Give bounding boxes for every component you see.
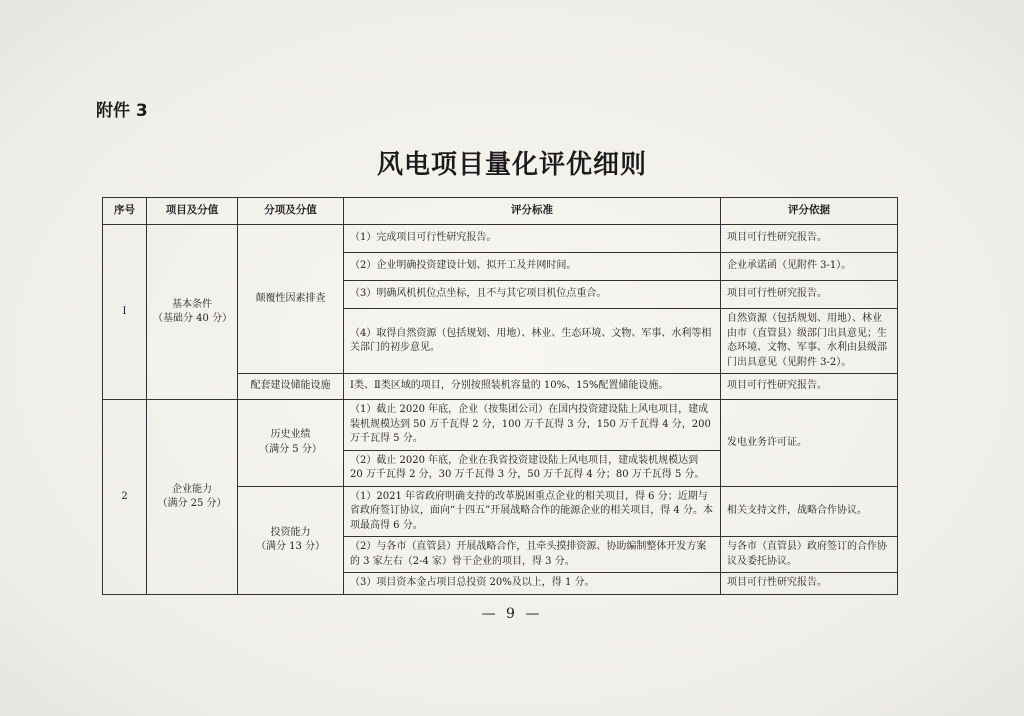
scoring-table xyxy=(102,197,898,595)
criterion-cell: （2）企业明确投资建设计划、拟开工及并网时间。 xyxy=(344,253,721,281)
basis-cell: 项目可行性研究报告。 xyxy=(721,281,898,309)
criterion-cell: （2）截止 2020 年底，企业在我省投资建设陆上风电项目，建成装机规模达到 20 万千瓦得 2 分，30 万千瓦得 3 分，50 万千瓦得 4 分；80 万千瓦得 5 分。 xyxy=(344,450,721,486)
basis-cell: 自然资源（包括规划、用地）、林业由市（直管县）级部门出具意见；生态环境、文物、军事、水利由县级部门出具意见（见附件 3-2）。 xyxy=(721,309,898,374)
criterion-cell: （4）取得自然资源（包括规划、用地）、林业、生态环境、文物、军事、水利等相关部门的初步意见。 xyxy=(344,309,721,374)
section-number: I xyxy=(103,225,147,400)
subitem-name: 投资能力 xyxy=(270,526,311,538)
header-basis: 评分依据 xyxy=(721,198,898,225)
table-header-row xyxy=(103,198,898,225)
page-number: — 9 — xyxy=(481,606,543,622)
criterion-cell: Ⅰ类、Ⅱ类区域的项目，分别按照装机容量的 10%、15%配置储能设施。 xyxy=(344,374,721,400)
basis-cell: 发电业务许可证。 xyxy=(721,400,898,487)
subitem-name: 颠覆性因素排查 xyxy=(238,225,344,374)
section-number: 2 xyxy=(103,400,147,595)
basis-cell: 项目可行性研究报告。 xyxy=(721,225,898,253)
subitem-name: 配套建设储能设施 xyxy=(238,374,344,400)
section-item xyxy=(147,400,238,595)
subitem-history xyxy=(238,400,344,487)
attachment-label: 附件 3 xyxy=(96,101,148,121)
item-name: 基本条件 xyxy=(172,298,212,310)
basis-cell: 项目可行性研究报告。 xyxy=(721,374,898,400)
criterion-cell: （1）2021 年省政府明确支持的改革脱困重点企业的相关项目，得 6 分；近期与省政府签订协议，面向“十四五”开展战略合作的能源企业的相关项目，得 4 分。本项最高得 6 分。 xyxy=(344,486,721,537)
criterion-cell: （3）明确风机机位点坐标，且不与其它项目机位点重合。 xyxy=(344,281,721,309)
subitem-name: 历史业绩 xyxy=(270,429,311,441)
criterion-cell: （3）项目资本金占项目总投资 20%及以上，得 1 分。 xyxy=(344,573,721,595)
table-row xyxy=(103,225,898,253)
item-name: 企业能力 xyxy=(172,483,212,495)
basis-cell: 相关支持文件，战略合作协议。 xyxy=(721,486,898,537)
item-score: （满分 25 分） xyxy=(157,498,227,509)
basis-cell: 项目可行性研究报告。 xyxy=(721,573,898,595)
subitem-score: （满分 5 分） xyxy=(259,443,322,455)
header-subitem: 分项及分值 xyxy=(238,198,344,225)
header-item: 项目及分值 xyxy=(147,198,238,225)
criterion-cell: （2）与各市（直管县）开展战略合作，且牵头摸排资源、协助编制整体开发方案的 3 家左右（2-4 家）骨干企业的项目，得 3 分。 xyxy=(344,537,721,573)
basis-cell: 与各市（直管县）政府签订的合作协议及委托协议。 xyxy=(721,537,898,573)
subitem-investment xyxy=(238,486,344,595)
section-item xyxy=(147,225,238,400)
criterion-cell: （1）截止 2020 年底，企业（按集团公司）在国内投资建设陆上风电项目，建成装机规模达到 50 万千瓦得 2 分，100 万千瓦得 3 分，150 万千瓦得 4 分，200 万千瓦得 5 分。 xyxy=(344,400,721,451)
header-no: 序号 xyxy=(103,198,147,225)
table-row xyxy=(103,400,898,451)
header-criteria: 评分标准 xyxy=(344,198,721,225)
item-score: （基础分 40 分） xyxy=(153,313,233,324)
basis-cell: 企业承诺函（见附件 3-1）。 xyxy=(721,253,898,281)
page-title: 风电项目量化评优细则 xyxy=(376,150,647,180)
criterion-cell: （1）完成项目可行性研究报告。 xyxy=(344,225,721,253)
subitem-score: （满分 13 分） xyxy=(255,541,326,553)
